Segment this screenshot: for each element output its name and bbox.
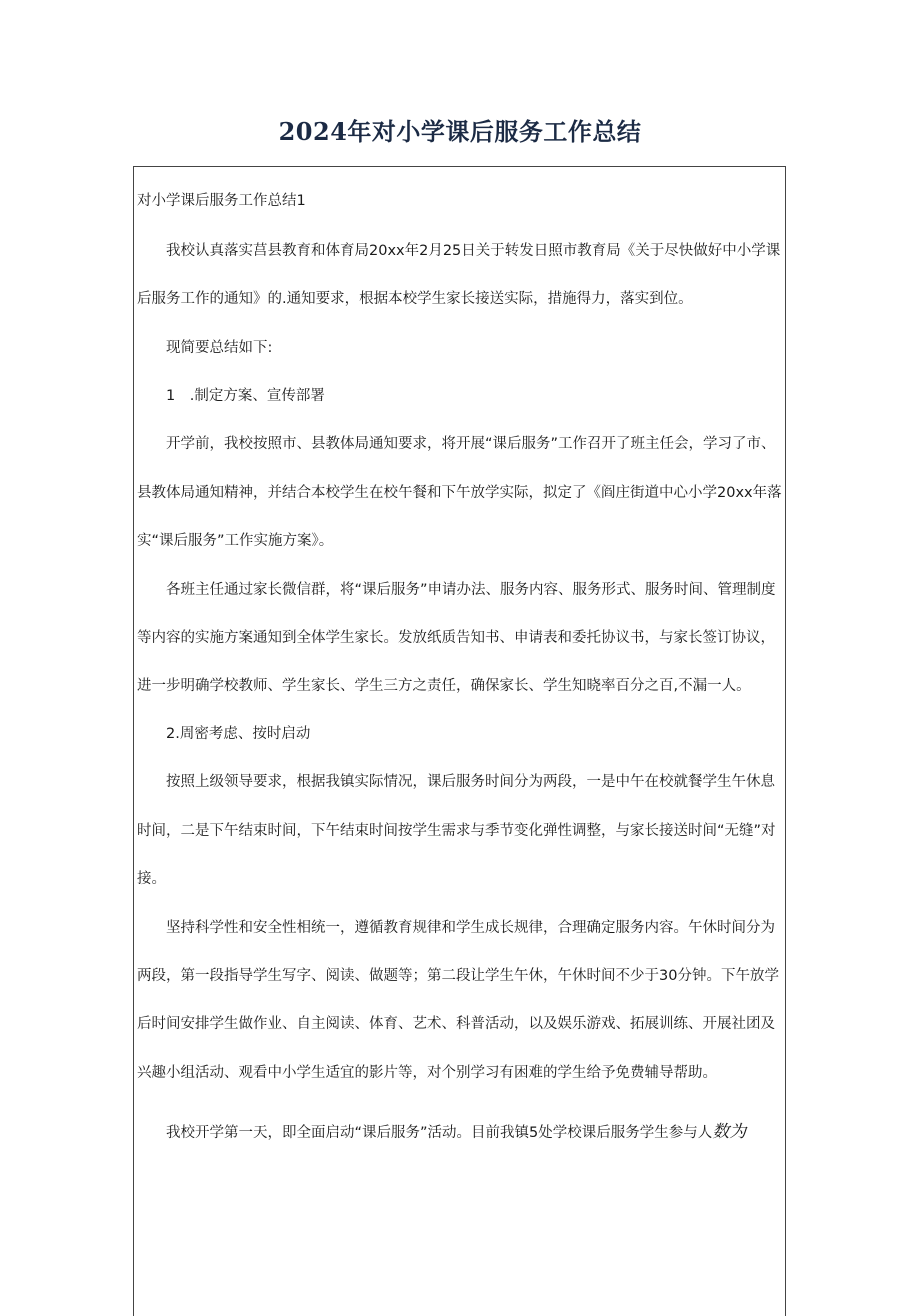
paragraph-line: 两段，第一段指导学生写字、阅读、做题等；第二段让学生午休，午休时间不少于30分钟。下午放学	[137, 968, 779, 984]
paragraph-line: 按照上级领导要求，根据我镇实际情况，课后服务时间分为两段，一是中午在校就餐学生午休息	[166, 774, 775, 790]
paragraph-line	[166, 1122, 746, 1143]
paragraph-line: 等内容的实施方案通知到全体学生家长。发放纸质告知书、申请表和委托协议书，与家长签订协议，	[137, 630, 775, 646]
paragraph-line: 实“课后服务”工作实施方案》。	[137, 533, 334, 549]
subheading-2: 2.周密考虑、按时启动	[166, 726, 311, 742]
paragraph-line: 兴趣小组活动、观看中小学生适宜的影片等，对个别学习有困难的学生给予免费辅导帮助。	[137, 1065, 717, 1081]
paragraph-line-tail: 数为	[712, 1122, 747, 1142]
paragraph-line: 各班主任通过家长微信群，将“课后服务”申请办法、服务内容、服务形式、服务时间、管理制度	[166, 582, 776, 598]
paragraph-line: 县教体局通知精神，并结合本校学生在校午餐和下午放学实际，拟定了《阎庄街道中心小学20xx年落	[137, 485, 782, 501]
paragraph-line: 后时间安排学生做作业、自主阅读、体育、艺术、科普活动，以及娱乐游戏、拓展训练、开展社团及	[137, 1016, 775, 1032]
paragraph-line: 接。	[137, 871, 166, 887]
paragraph-line: 我校认真落实莒县教育和体育局20xx年2月25日关于转发日照市教育局《关于尽快做好中小学课	[166, 243, 781, 259]
subheading-1: 1 .制定方案、宣传部署	[166, 388, 325, 404]
document-title: 2024年对小学课后服务工作总结	[278, 117, 642, 146]
paragraph-line: 开学前，我校按照市、县教体局通知要求，将开展“课后服务”工作召开了班主任会，学习了市、	[166, 436, 776, 452]
paragraph-line: 后服务工作的通知》的.通知要求，根据本校学生家长接送实际，措施得力，落实到位。	[137, 291, 693, 307]
section-heading: 对小学课后服务工作总结1	[137, 193, 306, 209]
paragraph-line: 进一步明确学校教师、学生家长、学生三方之责任，确保家长、学生知晓率百分之百,不漏一人。	[137, 678, 751, 694]
paragraph-line: 坚持科学性和安全性相统一，遵循教育规律和学生成长规律，合理确定服务内容。午休时间分为	[166, 920, 775, 936]
paragraph-line: 现简要总结如下:	[166, 340, 273, 356]
paragraph-line-text: 我校开学第一天，即全面启动“课后服务”活动。目前我镇5处学校课后服务学生参与人	[166, 1125, 713, 1141]
paragraph-line: 时间，二是下午结束时间，下午结束时间按学生需求与季节变化弹性调整，与家长接送时间“无缝”对	[137, 823, 776, 839]
